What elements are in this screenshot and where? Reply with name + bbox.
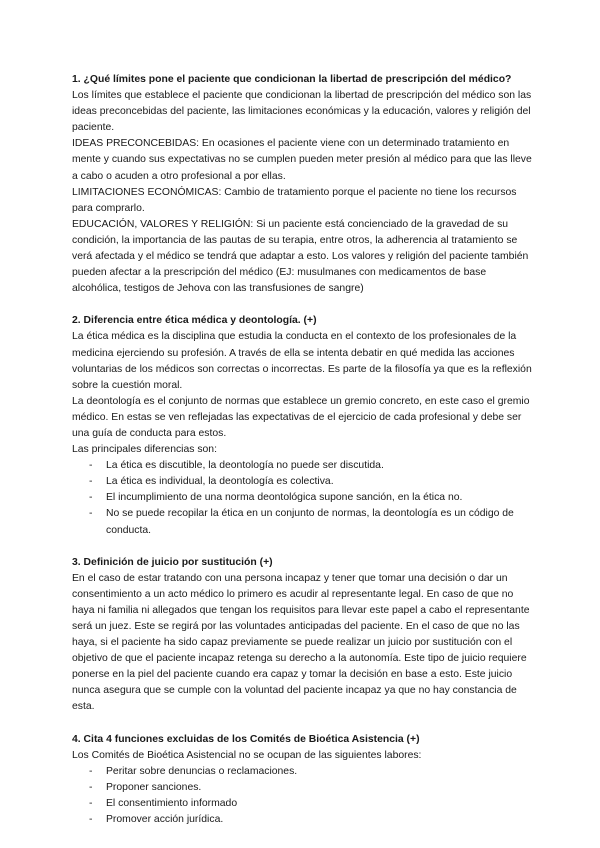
question-title: 3. Definición de juicio por sustitución (+) [72, 556, 273, 568]
section-1 [72, 72, 534, 297]
differences-list [72, 458, 534, 538]
list-item: - La ética es individual, la deontología es colectiva. [72, 474, 534, 490]
section-spacer [72, 297, 534, 313]
section-4 [72, 732, 534, 829]
list-item: - Proponer sanciones. [72, 780, 534, 796]
list-item: - No se puede recopilar la ética en un conjunto de normas, la deontología es un código de conducta. [72, 506, 534, 538]
question-title: 4. Cita 4 funciones excluidas de los Comités de Bioética Asistencia (+) [72, 733, 420, 745]
paragraph: LIMITACIONES ECONÓMICAS: Cambio de tratamiento porque el paciente no tiene los recursos para comprarlo. [72, 186, 517, 214]
excluded-functions-list [72, 764, 534, 828]
paragraph: IDEAS PRECONCEBIDAS: En ocasiones el paciente viene con un determinado tratamiento en mente y cuando sus expectativas no se cumplen pueden meter presión al médico para que las lleve a cabo o acuden a otro profesional a por ellas. [72, 138, 532, 182]
section-3 [72, 555, 534, 716]
list-item: - El incumplimiento de una norma deontológica supone sanción, en la ética no. [72, 490, 534, 506]
paragraph: Los Comités de Bioética Asistencial no se ocupan de las siguientes labores: [72, 749, 422, 761]
section-spacer [72, 539, 534, 555]
list-item: - El consentimiento informado [72, 796, 534, 812]
document-content [72, 72, 534, 828]
paragraph: Las principales diferencias son: [72, 444, 217, 456]
list-item: - La ética es discutible, la deontología no puede ser discutida. [72, 458, 534, 474]
section-2 [72, 313, 534, 538]
question-title: 2. Diferencia entre ética médica y deontología. (+) [72, 315, 317, 327]
paragraph: La deontología es el conjunto de normas que establece un gremio concreto, en este caso el gremio médico. En estas se ven reflejadas las expectativas de el ejercicio de cada profesional y debe ser una guía de conducta para estos. [72, 395, 530, 439]
paragraph: La ética médica es la disciplina que estudia la conducta en el contexto de los profesionales de la medicina ejerciendo su profesión. A través de ella se intenta debatir en qué medida las acciones voluntarias de los médicos son correctas o incorrectas. Es parte de la filosofía ya que es la reflexión sobre la cuestión moral. [72, 331, 532, 391]
paragraph: Los límites que establece el paciente que condicionan la libertad de prescripción del médico son las ideas preconcebidas del paciente, las limitaciones económicas y la educación, valores y religión del paciente. [72, 90, 532, 134]
list-item: - Promover acción jurídica. [72, 812, 534, 828]
question-title: 1. ¿Qué límites pone el paciente que condicionan la libertad de prescripción del médico? [72, 74, 512, 85]
list-item: - Peritar sobre denuncias o reclamaciones. [72, 764, 534, 780]
paragraph: En el caso de estar tratando con una persona incapaz y tener que tomar una decisión o dar un consentimiento a un acto médico lo primero es acudir al representante legal. En caso de que no haya ni familia ni allegados que tengan los requisitos para llevar este papel a cabo el representante será un juez. Este se regirá por las voluntades anticipadas del paciente. En el caso de que no las haya, si el paciente ha sido capaz previamente se puede realizar un juicio por sustitución con el objetivo de que el paciente incapaz retenga su derecho a la autonomía. Este tipo de juicio requiere ponerse en la piel del paciente cuando era capaz y tomar la decisión en base a esto. Este juicio nunca asegura que se cumple con la voluntad del paciente incapaz ya que no hay constancia de esta. [72, 572, 530, 713]
paragraph: EDUCACIÓN, VALORES Y RELIGIÓN: Si un paciente está concienciado de la gravedad de su condición, la importancia de las pautas de su terapia, entre otros, la adherencia al tratamiento se verá afectada y el médico se tendrá que adaptar a esto. Los valores y religión del paciente también pueden afectar a la prescripción del médico (EJ: musulmanes con medicamentos de base alcohólica, testigos de Jehova con las transfusiones de sangre) [72, 218, 529, 295]
section-spacer [72, 716, 534, 732]
